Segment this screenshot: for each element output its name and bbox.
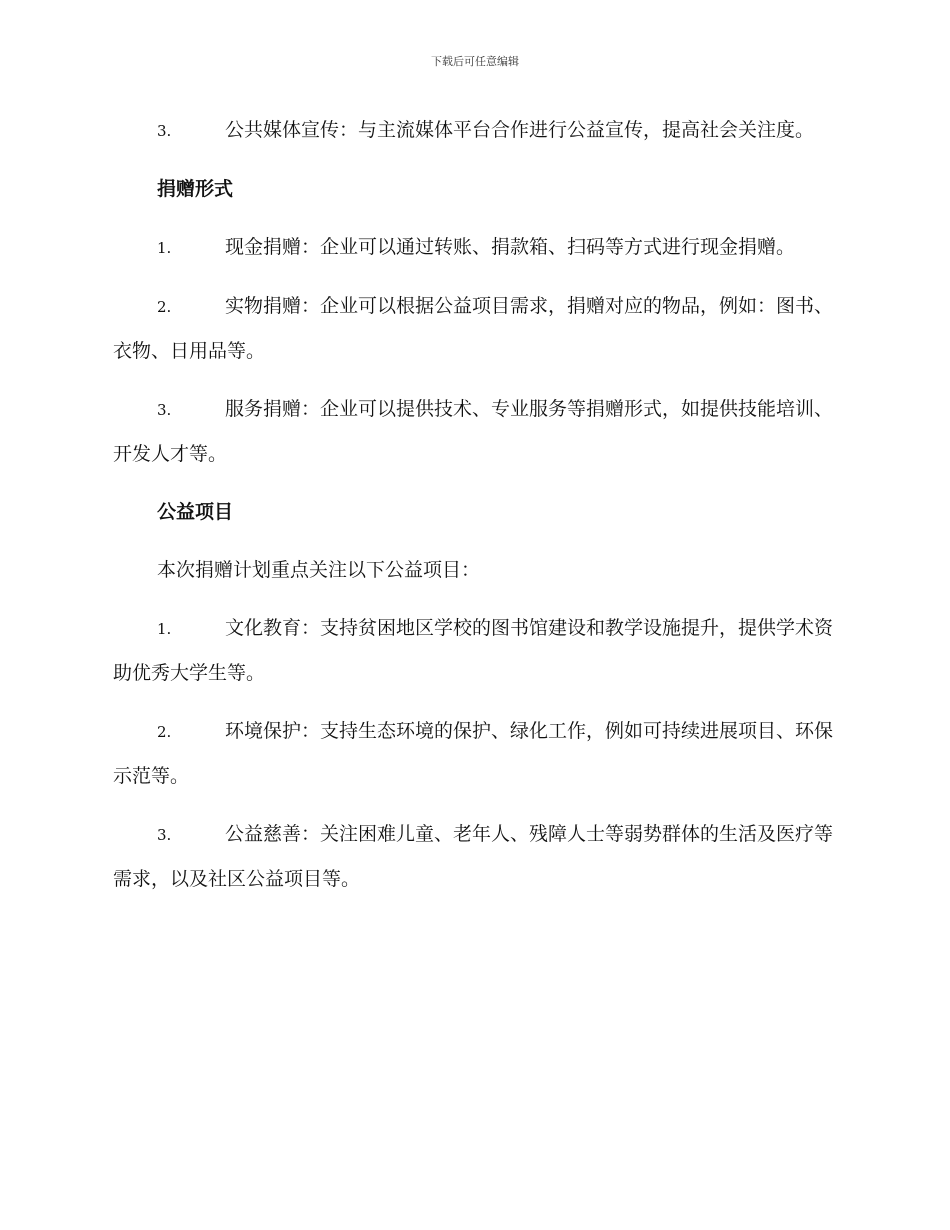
list-item-service-donation xyxy=(113,387,833,476)
list-item-charity xyxy=(113,812,833,901)
page-header: 下载后可任意编辑 xyxy=(431,55,519,68)
document-body xyxy=(113,108,833,915)
list-number: 2. xyxy=(157,298,172,316)
list-item-in-kind-donation xyxy=(113,284,833,373)
list-number: 3. xyxy=(157,122,172,140)
list-item-text: 公共媒体宣传：与主流媒体平台合作进行公益宣传，提高社会关注度。 xyxy=(225,119,815,141)
list-item-environmental-protection xyxy=(113,709,833,798)
intro-paragraph: 本次捐赠计划重点关注以下公益项目： xyxy=(157,559,481,581)
list-item-text: 服务捐赠：企业可以提供技术、专业服务等捐赠形式，如提供技能培训、开发人才等。 xyxy=(113,398,834,465)
list-item-media-promotion xyxy=(113,108,833,153)
list-item-text: 环境保护：支持生态环境的保护、绿化工作，例如可持续进展项目、环保示范等。 xyxy=(113,720,834,787)
list-number: 1. xyxy=(157,239,172,257)
list-number: 1. xyxy=(157,620,172,638)
section-heading-charity-projects: 公益项目 xyxy=(157,501,234,523)
section-heading-donation-forms: 捐赠形式 xyxy=(157,178,234,200)
list-number: 3. xyxy=(157,401,172,419)
list-item-text: 文化教育：支持贫困地区学校的图书馆建设和教学设施提升，提供学术资助优秀大学生等。 xyxy=(113,617,834,684)
list-item-cash-donation xyxy=(113,225,833,270)
list-item-text: 现金捐赠：企业可以通过转账、捐款箱、扫码等方式进行现金捐赠。 xyxy=(225,236,796,258)
list-item-culture-education xyxy=(113,606,833,695)
list-number: 3. xyxy=(157,826,172,844)
list-number: 2. xyxy=(157,723,172,741)
list-item-text: 公益慈善：关注困难儿童、老年人、残障人士等弱势群体的生活及医疗等需求，以及社区公益项目等。 xyxy=(113,823,834,890)
list-item-text: 实物捐赠：企业可以根据公益项目需求，捐赠对应的物品，例如：图书、衣物、日用品等。 xyxy=(113,295,834,362)
